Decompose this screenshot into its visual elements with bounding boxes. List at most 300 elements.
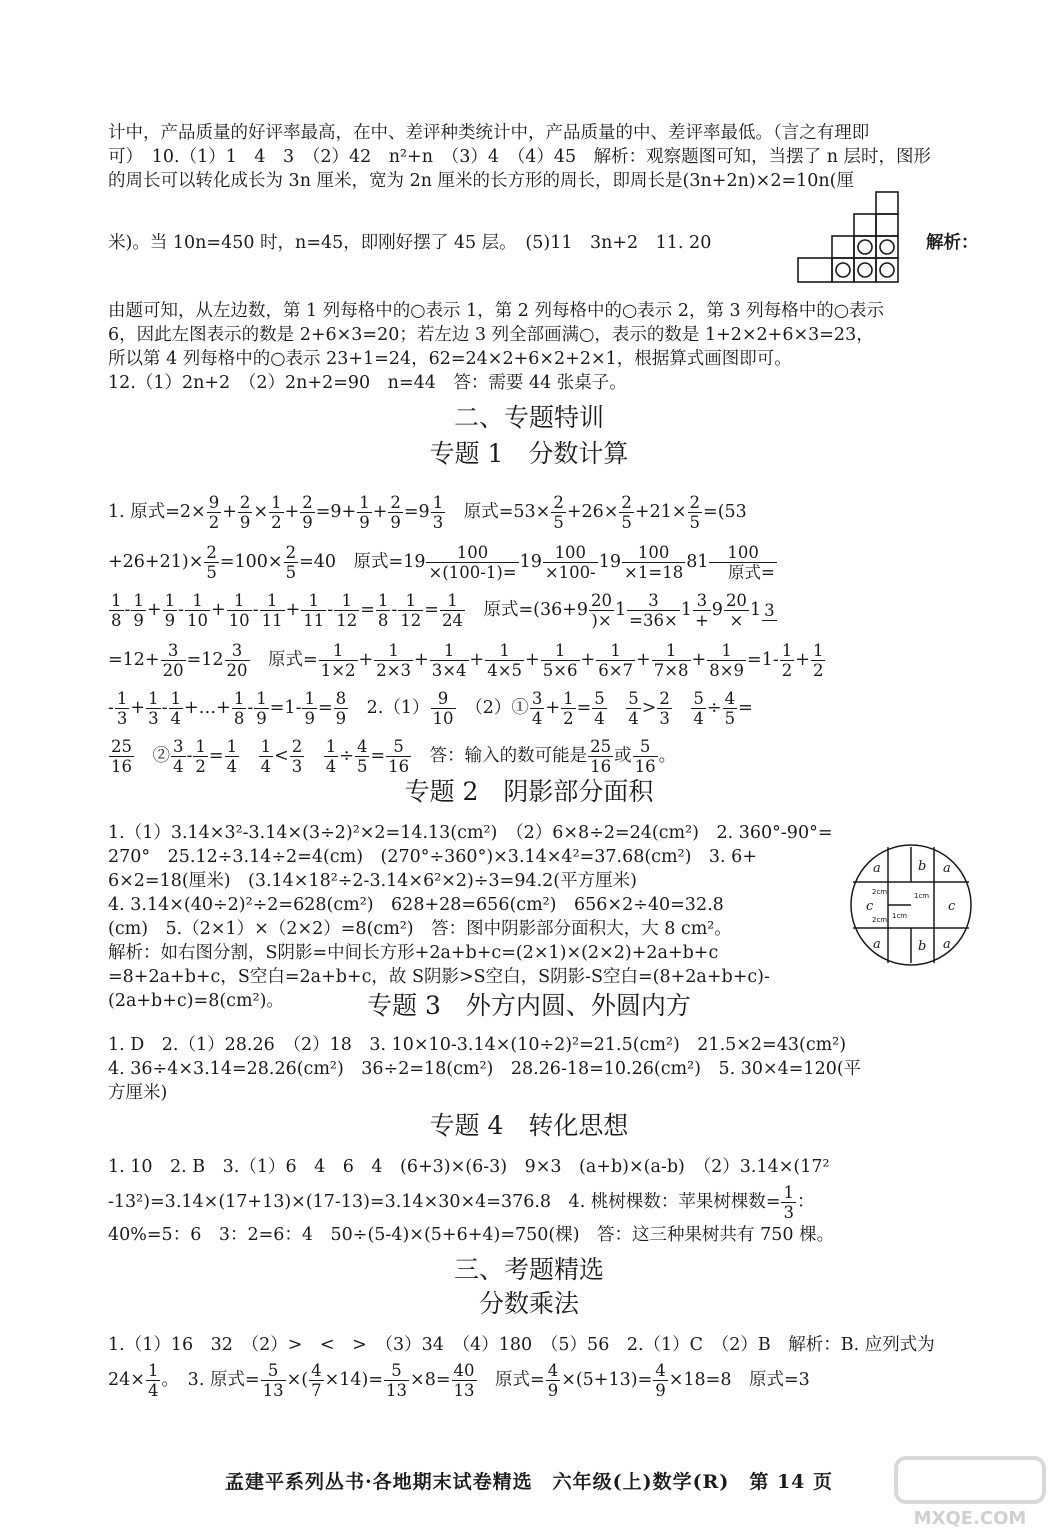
denominator: 9 — [133, 611, 144, 630]
numerator: 2 — [553, 493, 564, 512]
fraction — [431, 493, 446, 532]
text-line: 6×2=18(厘米) (3.14×18²÷2-3.14×6²×2)÷3=94.2(平方厘米) — [108, 871, 637, 891]
denominator: 9 — [164, 611, 176, 630]
text-line: 方厘米) — [108, 1083, 168, 1103]
numerator: 1 — [260, 737, 272, 756]
text-run: 24× — [108, 1370, 145, 1390]
label-a: a — [873, 861, 881, 876]
denominator: 10 — [187, 611, 209, 630]
numerator: 5 — [693, 689, 704, 708]
denominator: 13 — [453, 1381, 475, 1400]
text-run: - — [327, 600, 334, 620]
numerator: 2 — [689, 493, 701, 512]
denominator: 12 — [336, 611, 358, 630]
fraction — [185, 591, 210, 630]
denominator: 5 — [285, 563, 297, 582]
text-run: + — [130, 698, 146, 718]
text-run: = — [424, 600, 439, 620]
formula-line — [108, 1358, 810, 1402]
formula-line — [108, 540, 778, 584]
text-run: ×18=8 原式=3 — [668, 1370, 810, 1390]
text-run: ×8= — [410, 1370, 451, 1390]
text-run: + — [795, 650, 810, 670]
denominator: 5 — [553, 513, 564, 532]
text-run: 9 — [576, 600, 589, 620]
denominator: 9 — [302, 513, 313, 532]
denominator: 20 — [162, 661, 184, 680]
formula-line — [108, 734, 676, 778]
fraction — [232, 689, 247, 728]
text-line: 解析：如右图分割，S阴影=中间长方形+2a+b+c=(2×1)×(2×2)+2a+b+c — [108, 943, 719, 963]
text-run: 19 — [519, 552, 542, 572]
text-run: 9 — [711, 600, 723, 620]
text-line: 40%=5：6 3：2=6：4 50÷(5-4)×(5+6+4)=750(棵) 答：这三种果树共有 750 棵。 — [108, 1225, 835, 1245]
numerator: 1 — [430, 641, 469, 661]
fraction — [324, 737, 339, 776]
fraction — [259, 737, 274, 776]
numerator: 2 — [239, 493, 251, 512]
denominator: 5×6 — [542, 661, 578, 680]
numerator: 4 — [724, 689, 736, 708]
numerator: 1 — [440, 591, 465, 611]
fraction — [709, 543, 776, 582]
denominator: 3 — [432, 513, 444, 532]
text-run: +…+ — [184, 698, 231, 718]
fraction — [131, 591, 146, 630]
formula-line — [108, 490, 747, 534]
denominator: 9 — [359, 513, 370, 532]
text-run: =9 — [403, 502, 430, 522]
analysis-label: 解析： — [926, 233, 979, 253]
text-run: =100× — [219, 552, 283, 572]
text-run — [305, 746, 323, 766]
fraction — [302, 689, 317, 728]
fraction — [301, 591, 326, 630]
fraction — [261, 1361, 286, 1400]
numerator: 1 — [652, 641, 691, 661]
fraction — [657, 689, 672, 728]
denominator: 4×5 — [487, 661, 523, 680]
numerator: 1 — [195, 737, 206, 756]
numerator: 3 — [161, 641, 186, 661]
text-run: =9+ — [315, 502, 357, 522]
denominator: 4 — [628, 709, 639, 728]
numerator: 2 — [659, 689, 670, 708]
denominator: 9 — [304, 709, 315, 728]
numerator: 20 — [725, 591, 747, 610]
denominator: 3 — [116, 709, 128, 728]
fraction — [227, 591, 252, 630]
numerator: 1 — [541, 641, 580, 661]
denominator: 2 — [271, 513, 282, 532]
denominator: 4 — [170, 709, 182, 728]
fraction — [762, 601, 777, 621]
text-run: - — [108, 698, 114, 718]
denominator: + — [694, 611, 709, 630]
denominator: 4 — [173, 757, 184, 776]
section-heading: 二、专题特训 — [453, 403, 604, 432]
numerator: 3 — [627, 591, 680, 611]
numerator: 4 — [547, 1361, 559, 1380]
numerator: 1 — [781, 641, 793, 660]
denominator: 16 — [590, 757, 612, 776]
label-a: a — [943, 861, 951, 876]
denominator: 9 — [335, 709, 347, 728]
fraction — [384, 1361, 409, 1400]
text-run: ： — [796, 1192, 815, 1212]
label-c: c — [948, 899, 956, 914]
denominator: 3 — [148, 709, 159, 728]
text-line: (cm) 5.（2×1）×（2×2）=8(cm²) 答：图中阴影部分面积大，大 8 cm²。 — [108, 919, 732, 939]
label-2cm: 2cm — [872, 888, 888, 896]
numerator: 1 — [111, 591, 122, 610]
numerator: 1 — [233, 689, 245, 708]
label-b: b — [918, 939, 927, 954]
numerator: 1 — [325, 737, 337, 756]
numerator: 100 — [543, 543, 598, 563]
text-run: - — [178, 600, 185, 620]
denominator: 24 — [441, 611, 463, 630]
fraction — [290, 737, 305, 776]
denominator: 10 — [432, 709, 454, 728]
denominator: 10 — [228, 611, 250, 630]
text-run: =(53 — [703, 502, 747, 522]
text-line: 所以第 4 列每格中的○表示 23+1=24，62=24×2+6×2+2×1，根据算式画图即可。 — [108, 349, 792, 369]
numerator: 1 — [485, 641, 524, 661]
denominator: 1×2 — [320, 661, 356, 680]
text-run: 答：输入的数可能是 — [412, 746, 588, 766]
numerator: 100 — [622, 543, 685, 563]
denominator: 2 — [781, 661, 793, 680]
numerator: 1 — [359, 493, 370, 512]
denominator: 3 — [659, 709, 670, 728]
denominator: 11 — [261, 611, 283, 630]
fraction — [376, 591, 391, 630]
denominator: 9 — [547, 1381, 559, 1400]
numerator: 2 — [291, 737, 303, 756]
text-run: + — [469, 650, 485, 670]
label-c: c — [866, 899, 874, 914]
text-run: ×( — [286, 1370, 309, 1390]
denominator: 原式= — [711, 563, 775, 582]
numerator: 1 — [226, 737, 238, 756]
text-run: =1- — [747, 650, 779, 670]
numerator: 2 — [390, 493, 401, 512]
fraction — [652, 641, 691, 680]
text-line: 米)。当 10n=450 时，n=45，即刚好摆了 45 层。 (5)11 3n+2 11. 20 — [108, 233, 712, 253]
fraction — [269, 493, 284, 532]
text-run: ×(5+13)= — [561, 1370, 653, 1390]
numerator: 1 — [271, 493, 282, 512]
text-run: ② — [135, 746, 170, 766]
numerator: 3 — [173, 737, 184, 756]
numerator: 5 — [386, 737, 411, 757]
fraction — [780, 641, 795, 680]
fraction — [430, 641, 469, 680]
topic-heading: 专题 2 阴影部分面积 — [404, 777, 654, 806]
page-footer: 孟建平系列丛书·各地期末试卷精选 六年级(上)数学(R) 第 14 页 — [224, 1471, 834, 1493]
numerator: 1 — [227, 591, 252, 611]
text-run: 1 — [615, 600, 627, 620]
fraction — [309, 1361, 324, 1400]
text-run: =12+ — [108, 650, 160, 670]
denominator: 20 — [226, 661, 248, 680]
fraction — [355, 737, 370, 776]
denominator: 2×3 — [376, 661, 412, 680]
fraction — [386, 737, 411, 776]
text-run: - — [391, 600, 398, 620]
fraction — [334, 591, 359, 630]
formula-line — [108, 638, 826, 682]
numerator: 9 — [431, 689, 456, 709]
text-run: = — [370, 746, 386, 766]
denominator: ×100- — [544, 563, 596, 582]
text-run: = — [208, 746, 224, 766]
denominator: 3 — [783, 1203, 794, 1222]
text-line: =8+2a+b+c，S空白=2a+b+c，故 S阴影>S空白，S阴影-S空白=(8+2a+b+c)- — [108, 967, 770, 987]
denominator: 2 — [195, 757, 206, 776]
text-run: - — [252, 600, 259, 620]
text-run: +26+21)× — [108, 552, 204, 572]
denominator: 9 — [256, 709, 267, 728]
numerator: 5 — [633, 737, 658, 757]
fraction — [707, 641, 746, 680]
text-line: 1.（1）3.14×3²-3.14×(3÷2)²×2=14.13(cm²) （2）6×8÷2=24(cm²) 2. 360°-90°= — [108, 823, 833, 843]
fraction — [169, 689, 184, 728]
fraction — [284, 543, 299, 582]
text-run: 原式= — [477, 1370, 545, 1390]
text-run: + — [284, 502, 300, 522]
denominator: 8 — [233, 709, 245, 728]
denominator: 3 — [291, 757, 303, 776]
fraction — [440, 591, 465, 630]
denominator: 5 — [621, 513, 632, 532]
denominator: 16 — [634, 757, 656, 776]
text-run: - — [247, 698, 254, 718]
numerator: 1 — [707, 641, 746, 661]
fraction — [374, 641, 413, 680]
text-run: 19 — [598, 552, 622, 572]
denominator: 11 — [303, 611, 325, 630]
site-watermark — [890, 1452, 1050, 1532]
fraction — [398, 591, 423, 630]
fraction — [724, 591, 749, 630]
text-run: 原式=(36+ — [465, 600, 577, 620]
fraction — [693, 591, 711, 630]
text-run: =40 原式= — [299, 552, 404, 572]
text-run: + — [211, 600, 226, 620]
text-run: 2.（1） — [349, 698, 430, 718]
text-run: 19 — [403, 552, 426, 572]
fraction — [619, 493, 634, 532]
fraction — [204, 543, 219, 582]
fraction — [541, 641, 580, 680]
text-line: 6，因此左图表示的数是 2+6×3=20；若左边 3 列全部画满○，表示的数是 1+2×2+6×3=23， — [108, 325, 874, 345]
denominator: 6×7 — [598, 661, 634, 680]
fraction — [388, 493, 403, 532]
text-run: + — [358, 650, 374, 670]
text-line: 计中，产品质量的好评率最高，在中、差评种类统计中，产品质量的中、差评率最低。（言之有理即 — [108, 123, 870, 143]
denominator: 8 — [377, 611, 389, 630]
text-run: +21× — [634, 502, 687, 522]
denominator: 2 — [812, 661, 824, 680]
denominator: 4 — [693, 709, 704, 728]
fraction — [626, 689, 641, 728]
numerator: 1 — [133, 591, 144, 610]
numerator: 2 — [621, 493, 632, 512]
denominator: 8 — [111, 611, 122, 630]
text-line: 4. 36÷4×3.14=28.26(cm²) 36÷2=18(cm²) 28.26-18=10.26(cm²) 5. 30×4=120(平 — [108, 1059, 862, 1079]
fraction — [357, 493, 372, 532]
denominator: 9 — [390, 513, 401, 532]
text-run: > — [641, 698, 657, 718]
text-run: + — [372, 502, 388, 522]
fraction — [319, 641, 358, 680]
denominator: 4 — [531, 709, 543, 728]
denominator: ×(100-1)= — [428, 563, 517, 582]
text-line: 1.（1）16 32 （2）> < > （3）34 （4）180 （5）56 2.（1）C （2）B 解析：B. 应列式为 — [108, 1335, 935, 1355]
text-run — [673, 698, 691, 718]
numerator: 1 — [147, 1361, 159, 1380]
fraction — [781, 1183, 796, 1222]
denominator: 4 — [325, 757, 337, 776]
fraction — [452, 1361, 477, 1400]
section-heading: 三、考题精选 — [453, 1255, 604, 1284]
text-run: ×14)= — [324, 1370, 384, 1390]
text-run: +26× — [566, 502, 619, 522]
text-run: = — [317, 698, 333, 718]
text-run: + — [525, 650, 540, 670]
fraction — [161, 641, 186, 680]
text-run: + — [580, 650, 596, 670]
text-run: < — [274, 746, 289, 766]
text-run: + — [285, 600, 301, 620]
numerator: 2 — [302, 493, 313, 512]
text-run: - — [186, 746, 193, 766]
stacked-squares-figure — [796, 190, 920, 298]
numerator: 25 — [111, 737, 132, 756]
text-run: - — [161, 698, 168, 718]
numerator: 3 — [693, 591, 711, 611]
denominator: 4 — [260, 757, 272, 776]
fraction — [551, 493, 566, 532]
text-run: 。 3. 原式= — [161, 1370, 260, 1390]
numerator: 3 — [531, 689, 543, 708]
fraction — [589, 591, 614, 630]
text-run: + — [222, 502, 237, 522]
numerator: 4 — [311, 1361, 322, 1380]
fraction — [334, 689, 349, 728]
fraction — [171, 737, 186, 776]
text-line: 4. 3.14×(40÷2)²÷2=628(cm²) 628+28=656(cm²) 656×2÷40=32.8 — [108, 895, 724, 915]
denominator: 8×9 — [709, 661, 745, 680]
text-run: + — [691, 650, 707, 670]
denominator: 4 — [147, 1381, 159, 1400]
fraction — [592, 689, 607, 728]
numerator: 1 — [812, 641, 824, 660]
numerator: 3 — [225, 641, 250, 661]
fraction — [543, 543, 598, 582]
text-run: 1. 原式=2× — [108, 502, 206, 522]
numerator: 1 — [304, 689, 315, 708]
text-line: 270° 25.12÷3.14÷2=4(cm) (270°÷360°)×3.14×4²=37.68(cm²) 3. 6+ — [108, 847, 757, 867]
numerator: 2 — [285, 543, 297, 562]
fraction — [426, 543, 518, 582]
denominator: 5 — [724, 709, 736, 728]
text-run: + — [545, 698, 561, 718]
text-line: (2a+b+c)=8(cm²)。 — [108, 991, 284, 1011]
label-b: b — [918, 859, 927, 874]
numerator: 4 — [655, 1361, 666, 1380]
fraction — [193, 737, 208, 776]
text-run: =1- — [269, 698, 302, 718]
text-line: 1. 10 2. B 3.（1）6 4 6 4 (6+3)×(6-3) 9×3 (a+b)×(a-b) （2）3.14×(17² — [108, 1157, 830, 1177]
denominator: 5 — [356, 757, 368, 776]
text-run: ÷ — [706, 698, 722, 718]
denominator: 3×4 — [431, 661, 467, 680]
text-run — [608, 698, 626, 718]
fraction — [109, 591, 124, 630]
sub-heading: 分数乘法 — [478, 1289, 579, 1318]
denominator: 5 — [206, 563, 217, 582]
text-line: 的周长可以转化成长为 3n 厘米，宽为 2n 厘米的长方形的周长，即周长是(3n+2n)×2=10n(厘 — [108, 171, 855, 191]
numerator: 2 — [206, 543, 217, 562]
numerator: 3 — [764, 600, 775, 620]
numerator: 1 — [185, 591, 210, 611]
text-run: 。 — [658, 746, 677, 766]
denominator: 13 — [386, 1381, 408, 1400]
text-run: = — [738, 698, 753, 718]
denominator: 12 — [400, 611, 422, 630]
text-line: 12.（1）2n+2 （2）2n+2=90 n=44 答：需要 44 张桌子。 — [108, 373, 627, 393]
fraction — [225, 641, 250, 680]
numerator: 40 — [453, 1361, 475, 1380]
numerator: 1 — [563, 689, 574, 708]
text-run: =12 — [186, 650, 224, 670]
fraction — [627, 591, 680, 630]
fraction — [561, 689, 576, 728]
fraction — [260, 591, 285, 630]
numerator: 1 — [170, 689, 182, 708]
fraction — [691, 689, 706, 728]
numerator: 1 — [334, 591, 359, 611]
fraction — [485, 641, 524, 680]
numerator: 100 — [426, 543, 518, 563]
numerator: 1 — [301, 591, 326, 611]
numerator: 1 — [783, 1183, 794, 1202]
divided-circle-figure — [848, 842, 974, 968]
fraction — [238, 493, 253, 532]
denominator: 4 — [226, 757, 238, 776]
text-run — [240, 746, 258, 766]
fraction — [688, 493, 703, 532]
denominator: 16 — [111, 757, 132, 776]
denominator: ×1=18 — [624, 563, 684, 582]
denominator: 13 — [262, 1381, 284, 1400]
fraction — [254, 689, 269, 728]
numerator: 5 — [594, 689, 605, 708]
fraction — [723, 689, 738, 728]
formula-line — [108, 1180, 814, 1224]
denominator: 5 — [689, 513, 701, 532]
text-run: = — [576, 698, 592, 718]
topic-heading: 专题 1 分数计算 — [429, 439, 629, 468]
denominator: 9 — [655, 1381, 666, 1400]
numerator: 1 — [256, 689, 267, 708]
numerator: 5 — [628, 689, 639, 708]
topic-heading: 专题 4 转化思想 — [429, 1111, 629, 1140]
text-run: = — [360, 600, 375, 620]
